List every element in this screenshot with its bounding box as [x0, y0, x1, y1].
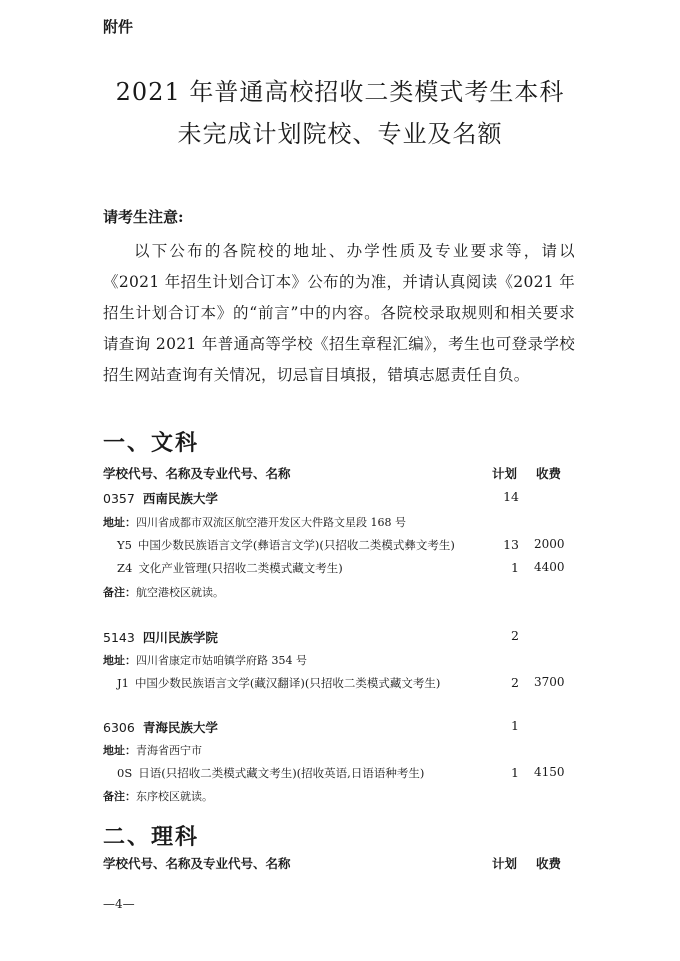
major-row: [117, 560, 343, 576]
major-plan: 13: [503, 537, 519, 552]
school-code: 5143: [103, 630, 135, 645]
remark-value: 东序校区就读。: [136, 790, 213, 803]
major-code: J1: [117, 676, 129, 690]
document-title-line-1: 2021 年普通高校招收二类模式考生本科: [115, 78, 565, 106]
school-remark: [103, 584, 224, 600]
school-row: [103, 628, 218, 646]
table-header-plan: 计划: [492, 466, 518, 481]
school-code: 0357: [103, 491, 135, 506]
major-name: 文化产业管理(只招收二类模式藏文考生): [138, 561, 343, 575]
major-code: Z4: [117, 561, 133, 575]
document-title-line-2: 未完成计划院校、专业及名额: [177, 120, 503, 148]
address-value: 四川省成都市双流区航空港开发区大件路文星段 168 号: [136, 516, 406, 529]
major-fee: 4150: [534, 765, 565, 779]
table-header-fee: 收费: [536, 466, 562, 481]
school-address: [103, 742, 202, 758]
page-number: —4—: [103, 897, 135, 911]
school-code: 6306: [103, 720, 135, 735]
school-plan: 1: [511, 718, 519, 733]
major-plan: 1: [511, 560, 519, 575]
school-name: 西南民族大学: [142, 491, 218, 506]
major-name: 中国少数民族语言文学(藏汉翻译)(只招收二类模式藏文考生): [134, 676, 441, 690]
table-header-school: 学校代号、名称及专业代号、名称: [103, 856, 291, 871]
school-name: 四川民族学院: [142, 630, 218, 645]
major-name: 日语(只招收二类模式藏文考生)(招收英语,日语语种考生): [138, 766, 425, 780]
school-row: [103, 489, 218, 507]
notice-body: 以下公布的各院校的地址、办学性质及专业要求等，请以《2021 年招生计划合订本》公布的为准，并请认真阅读《2021 年招生计划合订本》的“前言”中的内容。各院校录取规则和相关要求请查询 2021 年普通高等学校《招生章程汇编》，考生也可登录学校招生网站查询有关情况，切忌盲目填报，错填志愿责任自负。: [103, 242, 575, 384]
major-fee: 4400: [534, 560, 565, 574]
address-label: 地址：: [103, 654, 136, 667]
table-header-plan: 计划: [492, 856, 518, 871]
school-address: [103, 652, 307, 668]
school-plan: 14: [503, 489, 519, 504]
remark-label: 备注：: [103, 790, 136, 803]
address-label: 地址：: [103, 744, 136, 757]
major-row: [117, 537, 455, 553]
notice-heading: 请考生注意:: [103, 208, 184, 226]
major-code: 0S: [117, 766, 133, 780]
remark-value: 航空港校区就读。: [136, 586, 224, 599]
table-header-school: 学校代号、名称及专业代号、名称: [103, 466, 291, 481]
major-row: [117, 765, 424, 781]
address-value: 四川省康定市姑咱镇学府路 354 号: [136, 654, 307, 667]
table-header-fee: 收费: [536, 856, 562, 871]
attachment-label: 附件: [103, 18, 134, 36]
address-label: 地址：: [103, 516, 136, 529]
major-name: 中国少数民族语言文学(彝语言文学)(只招收二类模式彝文考生): [137, 538, 455, 552]
major-plan: 1: [511, 765, 519, 780]
address-value: 青海省西宁市: [136, 744, 202, 757]
school-plan: 2: [511, 628, 519, 643]
major-row: [117, 675, 440, 691]
major-code: Y5: [117, 538, 132, 552]
school-name: 青海民族大学: [142, 720, 218, 735]
school-row: [103, 718, 218, 736]
major-fee: 3700: [534, 675, 565, 689]
section-heading-science: 二、理科: [103, 825, 200, 850]
major-fee: 2000: [534, 537, 565, 551]
remark-label: 备注：: [103, 586, 136, 599]
major-plan: 2: [511, 675, 519, 690]
school-address: [103, 514, 406, 530]
section-heading-liberal-arts: 一、文科: [103, 431, 200, 456]
school-remark: [103, 788, 213, 804]
